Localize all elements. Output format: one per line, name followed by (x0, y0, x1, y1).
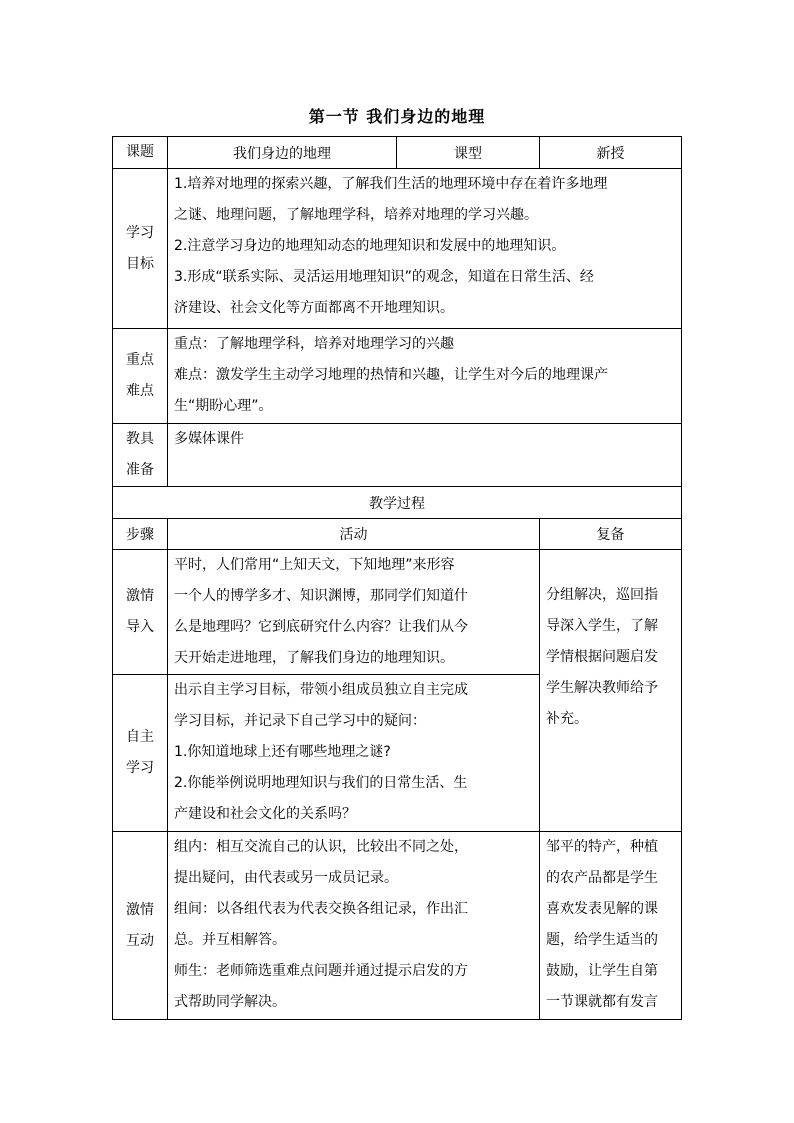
goals-label: 学习 目标 (113, 169, 168, 329)
step-activity: 出示自主学习目标，带领小组成员独立自主完成 学习目标，并记录下自己学习中的疑问： 1.你知道地球上还有哪些地理之谜? 2.你能举例说明地理知识与我们的日常生活、生 产建设和社会文化的关系吗？ (168, 675, 540, 832)
goals-content (168, 169, 682, 329)
topic-label: 课题 (113, 137, 168, 169)
step-review: 分组解决，巡回指 导深入学生，了解 学情根据问题启发 学生解决教师给予 补充。 (540, 550, 682, 832)
topic-row (113, 137, 682, 169)
goals-line: 济建设、社会文化等方面都离不开地理知识。 (174, 300, 454, 316)
key-points-content (168, 329, 682, 424)
step-activity: 组内：相互交流自己的认识，比较出不同之处， 提出疑问，由代表或另一成员记录。 组间：以各组代表为代表交换各组记录，作出汇 总。并互相解答。 师生：老师筛选重难点问题并通过提示启发的方 式帮助同学解决。 (168, 832, 540, 1020)
step-activity: 平时，人们常用“上知天文，下知地理”来形容 一个人的博学多才、知识渊博，那同学们知道什 么是地理吗？它到底研究什么内容？让我们从今 天开始走进地理，了解我们身边的地理知识。 (168, 550, 540, 675)
key-points-line: 难点：激发学生主动学习地理的热情和兴趣，让学生对今后的地理课产 (174, 367, 608, 383)
topic-value: 我们身边的地理 (168, 137, 397, 169)
step-label: 自主 学习 (113, 675, 168, 832)
steps-header-row (113, 519, 682, 550)
goals-row (113, 169, 682, 329)
lesson-type-value: 新授 (540, 137, 682, 169)
step-row (113, 550, 682, 675)
step-row (113, 832, 682, 1020)
step-label: 激情 互动 (113, 832, 168, 1020)
tools-content: 多媒体课件 (168, 424, 682, 487)
process-header: 教学过程 (113, 487, 682, 519)
step-review: 邹平的特产，种植 的农产品都是学生 喜欢发表见解的课 题，给学生适当的 鼓励，让学生自第 一节课就都有发言 (540, 832, 682, 1020)
page-title: 第一节 我们身边的地理 (308, 107, 486, 126)
goals-line: 之谜、地理问题，了解地理学科，培养对地理的学习兴趣。 (174, 207, 538, 223)
key-points-line: 生“期盼心理”。 (174, 398, 273, 414)
goals-line: 1.培养对地理的探索兴趣，了解我们生活的地理环境中存在着许多地理 (174, 176, 608, 192)
process-header-row (113, 487, 682, 519)
activity-column-header: 活动 (168, 519, 540, 550)
review-column-header: 复备 (540, 519, 682, 550)
key-points-line: 重点：了解地理学科，培养对地理学习的兴趣 (174, 336, 454, 352)
goals-line: 3.形成“联系实际、灵活运用地理知识”的观念，知道在日常生活、经 (174, 269, 594, 285)
key-points-label: 重点 难点 (113, 329, 168, 424)
key-points-row (113, 329, 682, 424)
step-label: 激情 导入 (113, 550, 168, 675)
tools-row (113, 424, 682, 487)
lesson-type-label: 课型 (397, 137, 540, 169)
step-column-header: 步骤 (113, 519, 168, 550)
tools-label: 教具 准备 (113, 424, 168, 487)
lesson-plan-table (112, 136, 682, 1020)
goals-line: 2.注意学习身边的地理知动态的地理知识和发展中的地理知识。 (174, 238, 566, 254)
